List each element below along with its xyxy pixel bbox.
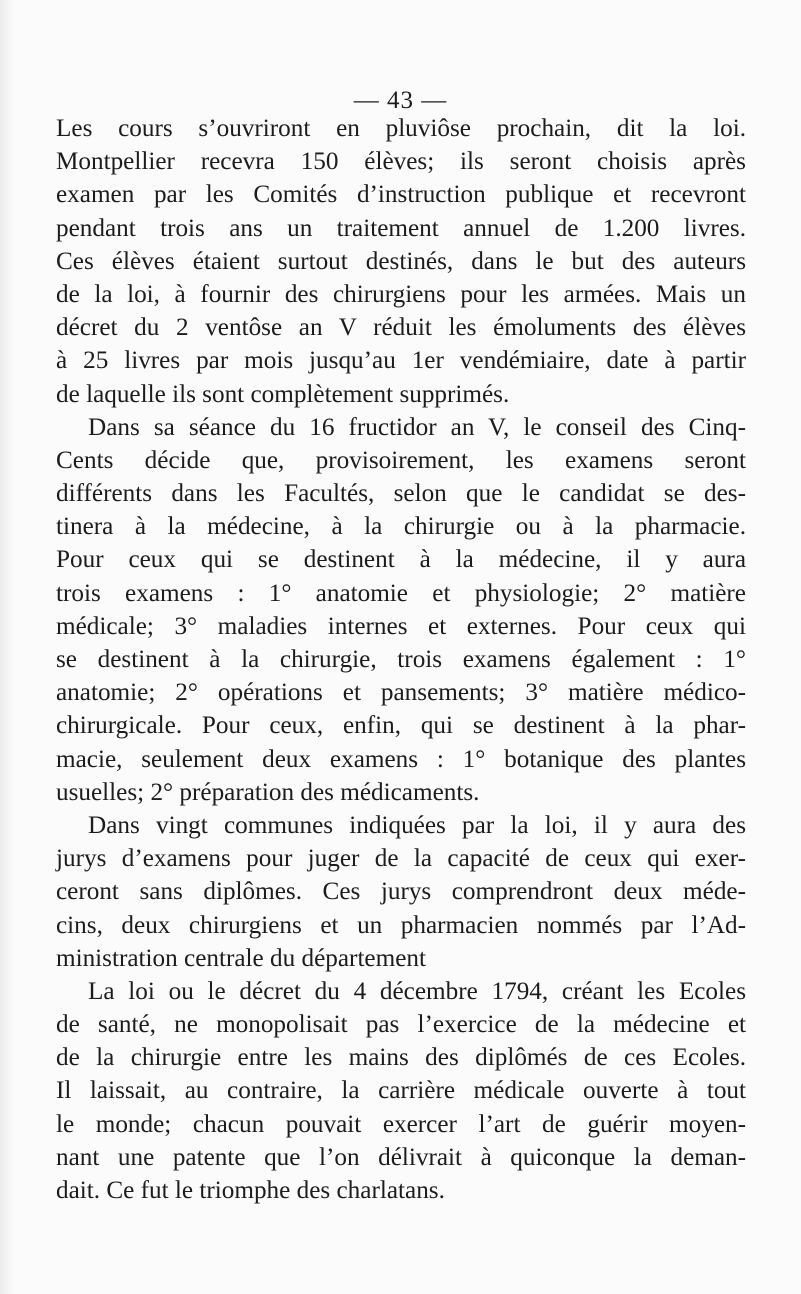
text-line: macie, seulement deux examens : 1° botanique des plantes <box>56 745 746 773</box>
text-line: ceront sans diplômes. Ces jurys comprendront deux méde- <box>56 878 746 906</box>
page-edge-shadow <box>0 0 14 1294</box>
body-text <box>56 112 746 1207</box>
text-line: examen par les Comités d’instruction publique et recevront <box>56 181 746 209</box>
text-line: cins, deux chirurgiens et un pharmacien nommés par l’Ad- <box>56 911 746 939</box>
text-line: Les cours s’ouvriront en pluviôse prochain, dit la loi. <box>56 115 746 142</box>
text-line: se destinent à la chirurgie, trois examens également : 1° <box>56 646 746 673</box>
paragraph <box>56 411 746 809</box>
text-line: Montpellier recevra 150 élèves; ils seront choisis après <box>56 148 746 176</box>
text-line: Cents décide que, provisoirement, les examens seront <box>56 446 746 474</box>
text-line: Pour ceux qui se destinent à la médecine, il y aura <box>56 546 746 574</box>
text-line: médicale; 3° maladies internes et externes. Pour ceux qui <box>56 612 746 640</box>
paragraph <box>56 112 746 411</box>
text-line: le monde; chacun pouvait exercer l’art de guérir moyen- <box>56 1110 746 1138</box>
text-line: chirurgicale. Pour ceux, enfin, qui se destinent à la phar- <box>56 712 746 740</box>
text-line: à 25 livres par mois jusqu’au 1er vendémiaire, date à partir <box>56 347 746 375</box>
paragraph <box>56 975 746 1207</box>
text-line: tinera à la médecine, à la chirurgie ou à la pharmacie. <box>56 513 746 541</box>
text-line: de laquelle ils sont complètement supprimés. <box>56 380 510 408</box>
text-line: anatomie; 2° opérations et pansements; 3° matière médico- <box>56 679 746 707</box>
text-line: ministration centrale du département <box>56 944 426 972</box>
text-line: Il laissait, au contraire, la carrière médicale ouverte à tout <box>56 1077 746 1105</box>
text-line: nant une patente que l’on délivrait à quiconque la deman- <box>56 1143 746 1171</box>
page-number: — 43 — <box>353 87 448 114</box>
text-line: usuelles; 2° préparation des médicaments. <box>56 778 480 806</box>
text-line: Dans sa séance du 16 fructidor an V, le conseil des Cinq- <box>88 413 746 441</box>
text-line: de la loi, à fournir des chirurgiens pour les armées. Mais un <box>56 280 746 308</box>
text-line: de santé, ne monopolisait pas l’exercice de la médecine et <box>56 1011 746 1039</box>
text-line: de la chirurgie entre les mains des diplômés de ces Ecoles. <box>56 1044 746 1072</box>
text-line: différents dans les Facultés, selon que le candidat se des- <box>56 480 746 508</box>
text-line: La loi ou le décret du 4 décembre 1794, créant les Ecoles <box>88 977 746 1005</box>
text-line: dait. Ce fut le triomphe des charlatans. <box>56 1177 445 1204</box>
text-line: pendant trois ans un traitement annuel de 1.200 livres. <box>56 214 746 242</box>
text-line: Dans vingt communes indiquées par la loi, il y aura des <box>88 811 746 839</box>
text-line: trois examens : 1° anatomie et physiologie; 2° matière <box>56 579 746 607</box>
text-line: décret du 2 ventôse an V réduit les émoluments des élèves <box>56 314 746 342</box>
paragraph <box>56 809 746 975</box>
text-line: Ces élèves étaient surtout destinés, dans le but des auteurs <box>56 247 746 275</box>
text-line: jurys d’examens pour juger de la capacité de ceux qui exer- <box>56 845 746 873</box>
